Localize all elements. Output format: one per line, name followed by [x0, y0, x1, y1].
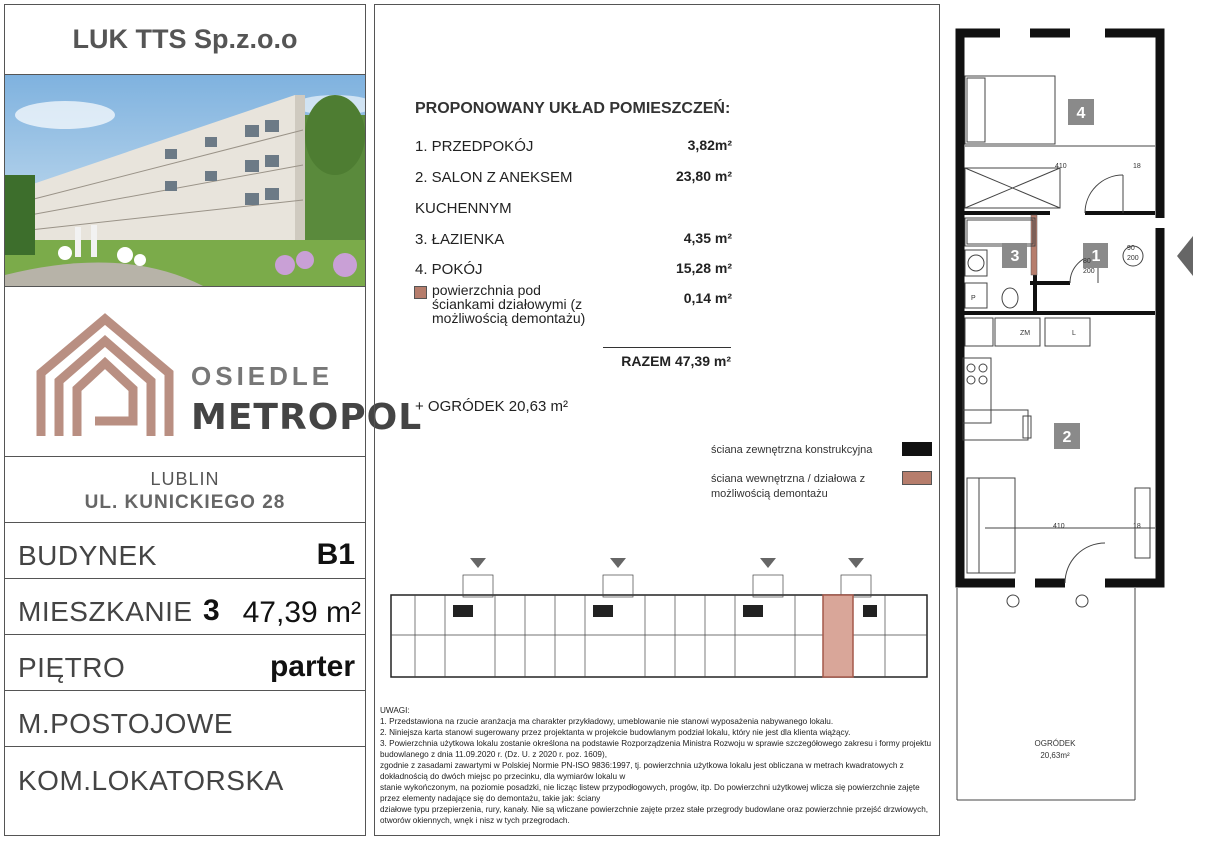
garden-area: + OGRÓDEK 20,63 m² [415, 398, 568, 415]
legend-external-label: ściana zewnętrzna konstrukcyjna [711, 444, 873, 456]
legend-external-swatch [902, 442, 932, 456]
building-key-plan [385, 555, 935, 680]
rooms-header: PROPONOWANY UKŁAD POMIESZCZEŃ: [415, 100, 731, 117]
floor-plan [945, 28, 1195, 808]
total-divider [603, 347, 731, 348]
plan-label-1: 1 [1091, 248, 1101, 265]
company-name: LUK TTS Sp.z.o.o [5, 5, 365, 75]
building-value: B1 [316, 538, 355, 571]
city: LUBLIN [150, 469, 220, 489]
note-1: 1. Przedstawiona na rzucie aranżacja ma charakter przykładowy, umeblowanie nie stanowi wyposażenia nabywanego lokalu. [380, 717, 834, 726]
apartment-area: 47,39 m² [242, 596, 361, 629]
fixture-l: L [1072, 330, 1076, 337]
floor-label: PIĘTRO [18, 652, 126, 683]
room-4-area: 15,28 m² [675, 260, 732, 276]
fixture-zm: ZM [1020, 330, 1031, 337]
entrance-arrow-icon [1177, 236, 1193, 276]
logo-text-osiedle: OSIEDLE [191, 361, 334, 391]
parking-label: M.POSTOJOWE [18, 708, 233, 739]
note-3-cont-1: zgodnie z zasadami zawartymi w Polskiej Normie PN-ISO 9836:1997, tj. powierzchnia użytkowa lokalu jest obliczana w metrach kwadratowych z dokładnością do dwóch miejsc po przecinku, dla wymiarów lokalu w [380, 761, 904, 781]
partition-label: powierzchnia pod ściankami działowymi (z możliwością demontażu) [432, 282, 586, 326]
building-row [5, 523, 365, 579]
entrance-marker-2 [610, 558, 626, 568]
logo-text-metropol: METROPOL [191, 397, 423, 438]
total-area: RAZEM 47,39 m² [621, 353, 731, 369]
parking-row [5, 691, 365, 747]
storage-row [5, 747, 365, 803]
plan-label-4: 4 [1076, 105, 1086, 122]
note-3-cont-3: działowe typu przepierzenia, rury, kanały. Nie są wliczane powierzchnie zajęte przez stałe przegrody budowlane oraz powierzchnie przejść drzwiowych, otworów okiennych, wnęk i nisz w tych przegrodach. [380, 805, 929, 825]
plan-dim-4: 200 [1083, 268, 1095, 275]
garden-area-label: 20,63m² [1040, 751, 1070, 760]
room-2-name-cont: KUCHENNYM [415, 200, 512, 217]
room-2-area: 23,80 m² [675, 168, 732, 184]
plan-dim-3: 80 [1083, 258, 1091, 265]
partition-swatch [414, 286, 427, 299]
room-4-name: 4. POKÓJ [415, 261, 483, 278]
plan-dim-1: 410 [1055, 163, 1067, 170]
highlighted-apartment [823, 595, 853, 677]
plan-dim-6: 200 [1127, 255, 1139, 262]
note-3-cont-2: stanie wykończonym, na poziomie posadzki, nie licząc listew przypodłogowych, progów, itp. Do powierzchni użytkowej wlicza się powierzchnie zajęte przez elementy nadające się do demontażu, takie jak: ściany [380, 783, 920, 803]
storage-label: KOM.LOKATORSKA [18, 765, 284, 796]
entrance-marker-3 [760, 558, 776, 568]
room-3-name: 3. ŁAZIENKA [415, 231, 505, 248]
note-2: 2. Niniejsza karta stanowi sugerowany przez projektanta w projekcie budowlanym podział lokalu, który nie jest dla klienta wiążący. [380, 728, 851, 737]
plan-dim-7: 410 [1053, 523, 1065, 530]
apartment-row [5, 579, 365, 635]
room-2-name: 2. SALON Z ANEKSEM [415, 169, 573, 186]
entrance-marker-4 [848, 558, 864, 568]
floor-row [5, 635, 365, 691]
apartment-label: MIESZKANIE [18, 596, 193, 627]
fixture-p: P [971, 295, 976, 302]
room-3-area: 4,35 m² [683, 230, 732, 246]
partition-area: 0,14 m² [683, 290, 732, 306]
plan-dim-8: 18 [1133, 523, 1141, 530]
floor-value: parter [269, 650, 355, 683]
room-1-area: 3,82m² [687, 137, 732, 153]
legend-internal-swatch [902, 471, 932, 485]
entrance-marker-1 [470, 558, 486, 568]
legend-internal-label: ściana wewnętrzna / działowa z możliwością demontażu [711, 473, 866, 500]
apartment-number: 3 [203, 594, 220, 627]
plan-label-2: 2 [1062, 429, 1072, 446]
notes [380, 705, 935, 826]
room-1-name: 1. PRZEDPOKÓJ [415, 138, 534, 155]
plan-dim-2: 18 [1133, 163, 1141, 170]
garden-label: OGRÓDEK [1034, 739, 1076, 748]
building-label: BUDYNEK [18, 540, 157, 571]
note-3: 3. Powierzchnia użytkowa lokalu zostanie określona na podstawie Rozporządzenia Ministra Rozwoju w sprawie szczegółowego zakresu i formy projektu budowlanego z dnia 11.09.2020 r. (Dz. U. z 2020 r. poz. 1609), [380, 739, 932, 759]
plan-label-3: 3 [1010, 248, 1020, 265]
logo-house-icon [35, 311, 185, 441]
address-block [5, 457, 365, 523]
notes-title: UWAGI: [380, 706, 410, 715]
building-photo [5, 75, 365, 287]
plan-dim-5: 90 [1127, 245, 1135, 252]
street: UL. KUNICKIEGO 28 [84, 492, 286, 513]
